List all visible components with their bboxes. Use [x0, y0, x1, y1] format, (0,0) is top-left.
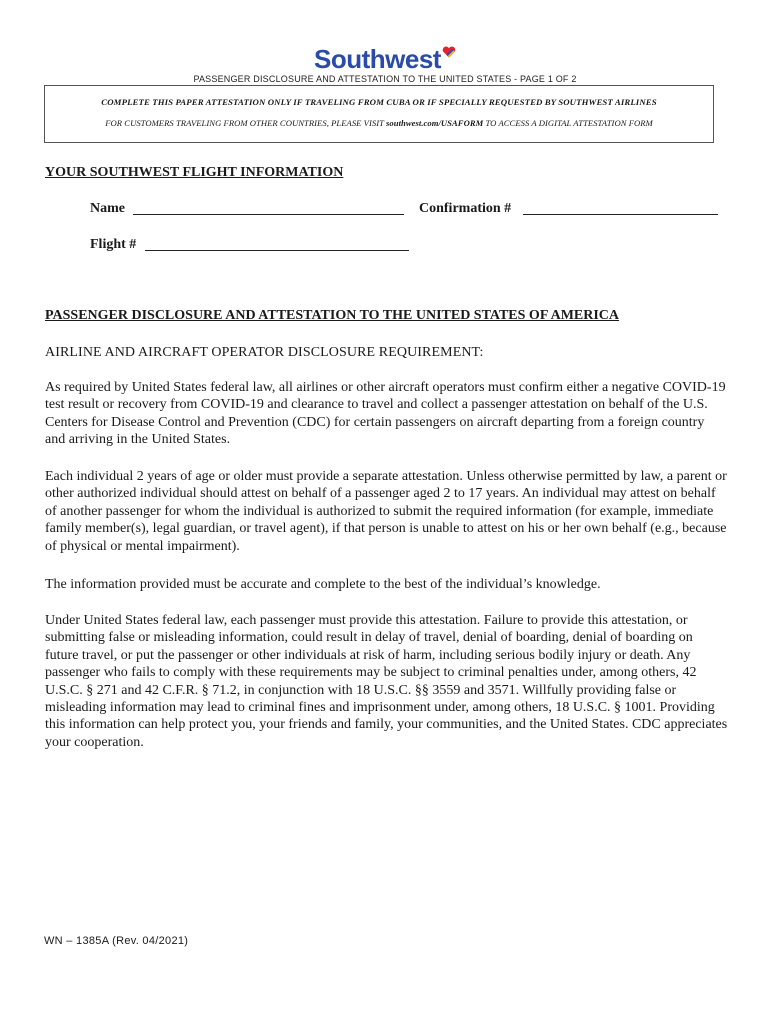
paragraph-each-individual: Each individual 2 years of age or older must provide a separate attestation. Unless otherwise permitted by law, a parent or other authorized individual should attest on behalf of a passenger aged 2 to 17 years. An individual may attest on behalf of another passenger for whom the individual is authorized to submit the required information (for example, immediate family member(s), legal guardian, or travel agent), if that person is unable to attest on his or her own behalf (e.g., because of physical or mental impairment).	[45, 469, 727, 554]
name-field[interactable]	[133, 214, 404, 215]
paragraph-accuracy: The information provided must be accurate and complete to the best of the individual’s knowledge.	[45, 577, 601, 592]
page-label: PASSENGER DISCLOSURE AND ATTESTATION TO THE UNITED STATES - PAGE 1 OF 2	[193, 74, 577, 84]
disclosure-heading: PASSENGER DISCLOSURE AND ATTESTATION TO THE UNITED STATES OF AMERICA	[45, 308, 620, 323]
paragraph-federal-law: As required by United States federal law, all airlines or other aircraft operators must confirm either a negative COVID-19 test result or recovery from COVID-19 and clearance to travel and collect a passenger attestation on behalf of the U.S. Centers for Disease Control and Prevention (CDC) for certain passengers on aircraft departing from a foreign country and arriving in the United States.	[45, 380, 726, 448]
form-id: WN – 1385A (Rev. 04/2021)	[44, 935, 189, 947]
usaform-link[interactable]: southwest.com/USAFORM	[386, 118, 484, 128]
disclosure-subtitle: AIRLINE AND AIRCRAFT OPERATOR DISCLOSURE REQUIREMENT:	[45, 345, 484, 360]
confirmation-label: Confirmation #	[419, 201, 512, 216]
flight-info-heading: YOUR SOUTHWEST FLIGHT INFORMATION	[45, 165, 344, 180]
confirmation-field[interactable]	[523, 214, 718, 215]
heart-icon	[442, 45, 456, 63]
flight-number-field[interactable]	[145, 250, 409, 251]
notice-prefix: FOR CUSTOMERS TRAVELING FROM OTHER COUNTRIES, PLEASE VISIT	[105, 118, 387, 128]
notice-line-cuba: COMPLETE THIS PAPER ATTESTATION ONLY IF TRAVELING FROM CUBA OR IF SPECIALLY REQUESTED BY SOUTHWEST AIRLINES	[101, 97, 657, 107]
paragraph-penalties: Under United States federal law, each passenger must provide this attestation. Failure to provide this attestation, or submitting false or misleading information, could result in delay of travel, denial of boarding, denial of boarding on future travel, or put the passenger or other individuals at risk of harm, including serious bodily injury or death. Any passenger who fails to comply with these requirements may be subject to criminal penalties under, among others, 42 U.S.C. § 271 and 42 C.F.R. § 71.2, in conjunction with 18 U.S.C. §§ 3559 and 3571. Willfully providing false or misleading information may lead to criminal fines and imprisonment under, among others, 18 U.S.C. § 1001. Providing this information can help protect you, your friends and family, your communities, and the United States. CDC appreciates your cooperation.	[45, 613, 728, 750]
logo-wordmark: Southwest	[314, 44, 441, 74]
notice-suffix: TO ACCESS A DIGITAL ATTESTATION FORM	[483, 118, 653, 128]
notice-line-other-countries	[45, 118, 713, 128]
flight-label: Flight #	[90, 237, 137, 252]
southwest-logo	[0, 44, 770, 74]
notice-box	[44, 85, 714, 143]
name-label: Name	[90, 201, 125, 216]
